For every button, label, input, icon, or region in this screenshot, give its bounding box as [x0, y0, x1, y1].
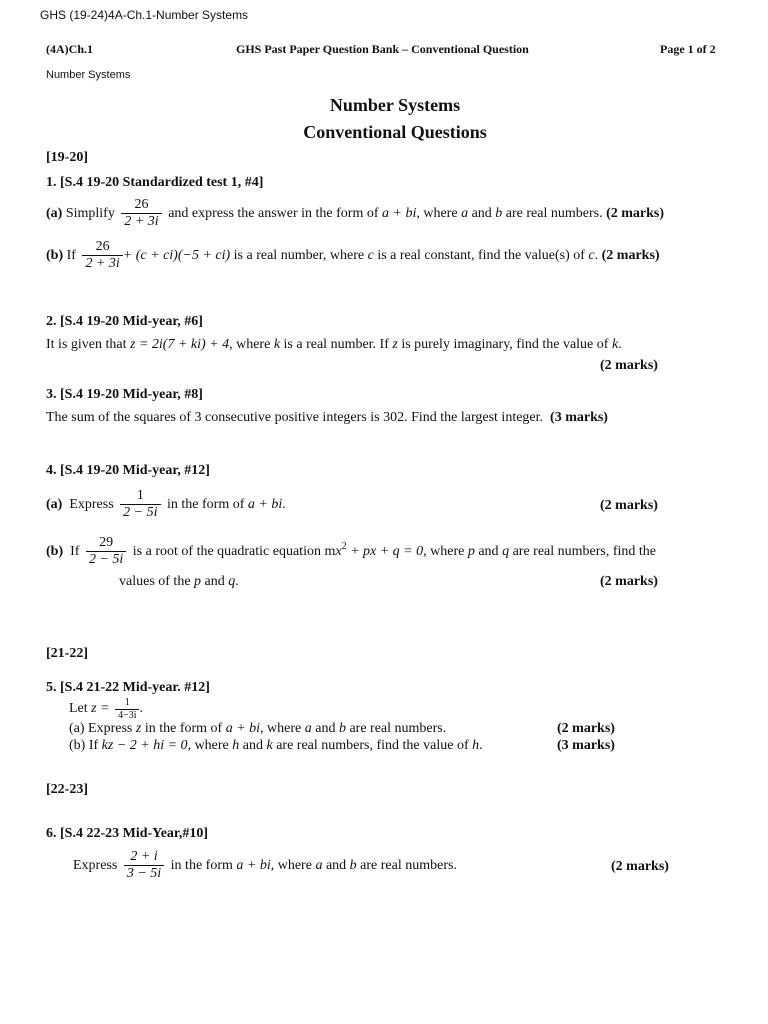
marks: (2 marks)	[557, 721, 615, 736]
question-5b	[69, 738, 483, 754]
q1b-expression: + (c + ci)(−5 + ci)	[122, 247, 231, 263]
q5b-dot: .	[479, 738, 483, 753]
question-5a	[69, 721, 446, 737]
q1a-text3: are real numbers.	[505, 205, 603, 221]
q5b-expression: kz − 2 + hi = 0	[101, 738, 188, 753]
q5-dot: .	[139, 701, 143, 717]
var-c: c	[588, 247, 595, 263]
q6-text2: are real numbers.	[360, 857, 457, 873]
q2-text2: is a real number. If	[283, 337, 389, 352]
question-5-let	[69, 697, 143, 721]
section-label-19-20: [19-20]	[46, 150, 88, 165]
marks: (2 marks)	[601, 247, 660, 263]
question-4b	[46, 535, 656, 568]
var-a: a	[461, 205, 469, 221]
q5b-text1: , where	[187, 738, 229, 753]
fraction-denominator: 2 + 3i	[121, 213, 161, 230]
q5b-text2: are real numbers, find the value of	[276, 738, 469, 753]
q4b-equation: + px + q = 0	[346, 543, 424, 559]
q5a-label: (a) Express	[69, 721, 133, 736]
q5a-text2: are real numbers.	[349, 721, 447, 736]
part-label: (a)	[46, 496, 63, 512]
q6-and: and	[325, 857, 347, 873]
section-label-22-23: [22-23]	[46, 782, 88, 797]
fraction-numerator: 26	[95, 239, 110, 254]
q1b-text: is a real number, where	[233, 247, 365, 263]
marks: (2 marks)	[606, 205, 665, 221]
part-label: (b)	[46, 543, 64, 559]
var-a: a	[315, 857, 323, 873]
var-z: z	[392, 337, 398, 352]
q2-expression: z = 2i(7 + ki) + 4	[130, 337, 230, 352]
q1b-prefix: If	[66, 247, 76, 263]
q3-text: The sum of the squares of 3 consecutive positive integers is 302. Find the largest integer.	[46, 410, 544, 425]
question-1b	[46, 239, 660, 272]
q1a-and: and	[471, 205, 492, 221]
question-6-body	[73, 849, 457, 882]
q6-text: in the form	[170, 857, 233, 873]
question-1-heading: 1. [S.4 19-20 Standardized test 1, #4]	[46, 175, 264, 190]
page-subtitle: Conventional Questions	[303, 122, 487, 142]
var-k: k	[273, 337, 281, 352]
q1b-text2: is a real constant, find the value(s) of	[377, 247, 585, 263]
marks: (2 marks)	[600, 498, 658, 513]
q4b-and2: and	[204, 574, 225, 589]
q2-dot: .	[618, 337, 622, 352]
q5-letz: z =	[91, 701, 110, 717]
fraction-numerator: 29	[99, 535, 114, 550]
var-b: b	[349, 857, 357, 873]
fraction	[121, 197, 161, 230]
q4a-text: in the form of	[167, 496, 245, 512]
var-q: q	[502, 543, 510, 559]
q4b-text: is a root of the quadratic equation m	[132, 543, 336, 559]
question-4-heading: 4. [S.4 19-20 Mid-year, #12]	[46, 463, 210, 478]
part-label: (b)	[46, 247, 64, 263]
question-4a	[46, 488, 286, 521]
fraction	[82, 239, 122, 272]
q1a-text: and express the answer in the form of	[168, 205, 379, 221]
q4a-prefix: Express	[69, 496, 114, 512]
fraction-numerator: 1	[124, 697, 130, 708]
q4a-form: a + bi	[247, 496, 283, 512]
q2-prefix: It is given that	[46, 337, 127, 352]
q4a-dot: .	[282, 496, 286, 512]
exponent: 2	[341, 541, 347, 553]
section-label-21-22: [21-22]	[46, 646, 88, 661]
var-k: k	[611, 337, 619, 352]
fraction	[86, 535, 126, 568]
q1a-text2: , where	[416, 205, 458, 221]
question-3-body	[46, 410, 608, 426]
var-h: h	[232, 738, 240, 753]
fraction-numerator: 2 + i	[130, 849, 158, 864]
header-title: GHS Past Paper Question Bank – Conventional Question	[236, 42, 529, 56]
q5b-label: (b) If	[69, 738, 99, 753]
q4b-prefix: If	[70, 543, 80, 559]
marks: (3 marks)	[550, 410, 608, 425]
question-2-heading: 2. [S.4 19-20 Mid-year, #6]	[46, 314, 203, 329]
question-2-body	[46, 337, 622, 353]
q6-form: a + bi	[236, 857, 271, 873]
q5-let: Let	[69, 701, 88, 717]
fraction-denominator: 3 − 5i	[124, 865, 164, 882]
q4b-text2: are real numbers, find the	[512, 543, 657, 559]
q1b-dot: .	[594, 247, 599, 263]
part-label: (a)	[46, 205, 63, 221]
var-a: a	[304, 721, 312, 736]
q5a-text1: , where	[260, 721, 302, 736]
q1a-prefix: Simplify	[65, 205, 115, 221]
marks: (2 marks)	[600, 574, 658, 589]
fraction-denominator: 2 + 3i	[82, 255, 122, 272]
fraction-numerator: 26	[134, 197, 149, 212]
fraction	[120, 488, 160, 521]
fraction-denominator: 4−3i	[115, 709, 139, 722]
fraction-denominator: 2 − 5i	[120, 504, 160, 521]
question-3-heading: 3. [S.4 19-20 Mid-year, #8]	[46, 387, 203, 402]
document-path: GHS (19-24)4A-Ch.1-Number Systems	[40, 8, 249, 22]
var-z: z	[135, 721, 142, 736]
q4b-dot: .	[235, 574, 239, 589]
q5a-form: a + bi	[225, 721, 261, 736]
var-p: p	[467, 543, 475, 559]
q2-text3: is purely imaginary, find the value of	[401, 337, 609, 352]
fraction	[124, 849, 164, 882]
q5b-and: and	[242, 738, 263, 753]
header-chapter: (4A)Ch.1	[46, 42, 93, 56]
var-b: b	[495, 205, 503, 221]
q6-text1: , where	[270, 857, 312, 873]
question-6-heading: 6. [S.4 22-23 Mid-Year,#10]	[46, 826, 209, 841]
marks: (2 marks)	[600, 358, 658, 373]
header-subject: Number Systems	[46, 69, 131, 81]
q2-text1: , where	[229, 337, 271, 352]
var-x: x	[335, 543, 342, 559]
q4b-line2-text: values of the	[119, 574, 191, 589]
var-c: c	[367, 247, 374, 263]
q5a-text: in the form of	[144, 721, 223, 736]
marks: (3 marks)	[557, 738, 615, 753]
header-page-number: Page 1 of 2	[660, 42, 716, 56]
q4b-and: and	[478, 543, 499, 559]
var-h: h	[472, 738, 480, 753]
fraction-numerator: 1	[136, 488, 144, 503]
page-title: Number Systems	[329, 95, 461, 115]
var-k: k	[266, 738, 273, 753]
var-q: q	[228, 574, 236, 589]
q5a-and: and	[315, 721, 336, 736]
q6-prefix: Express	[73, 857, 118, 873]
question-1a	[46, 197, 664, 230]
fraction	[115, 697, 139, 721]
q1a-form: a + bi	[382, 205, 417, 221]
question-5-heading: 5. [S.4 21-22 Mid-year. #12]	[46, 680, 210, 695]
q4b-text1: , where	[423, 543, 465, 559]
marks: (2 marks)	[611, 859, 669, 874]
fraction-denominator: 2 − 5i	[86, 551, 126, 568]
var-b: b	[338, 721, 346, 736]
var-p: p	[194, 574, 202, 589]
question-4b-line2	[119, 574, 239, 590]
